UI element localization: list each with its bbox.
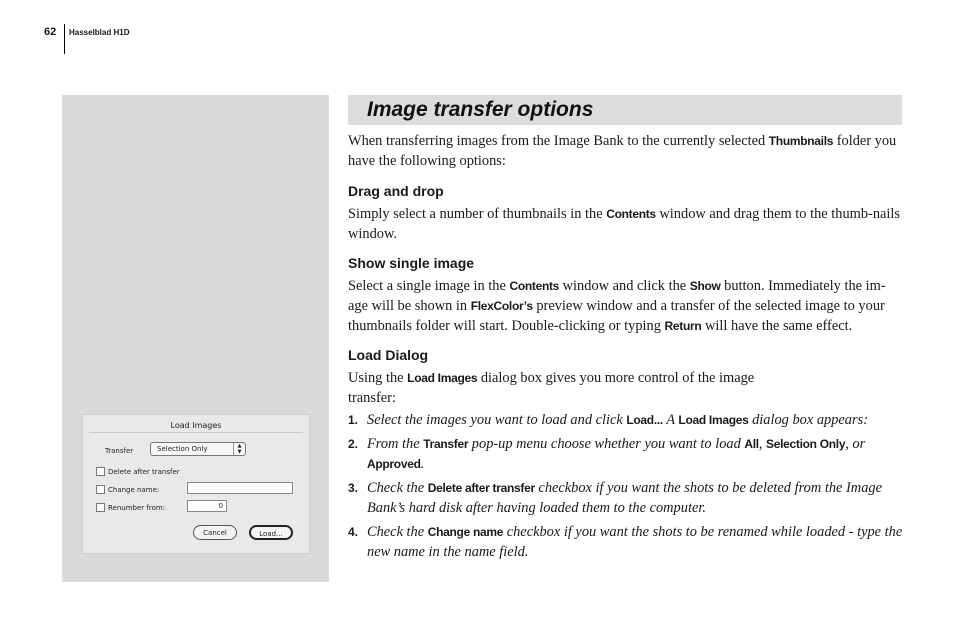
show-single-paragraph: Select a single image in the Contents window and click the Show button. Immediately the im-age will be shown in FlexColor’s preview window and a transfer of the selected image to your thumbnails folder will start. Double-clicking or typing Return will have the same effect.: [348, 278, 886, 334]
delete-after-transfer-row[interactable]: [96, 467, 180, 477]
renumber-field[interactable]: 0: [187, 500, 227, 512]
load-button[interactable]: Load...: [249, 525, 293, 540]
section-title: Image transfer options: [367, 98, 594, 121]
list-item: 3. Check the Delete after transfer checkbox if you want the shots to be deleted from the Image Bank’s hard disk after having loaded them to the computer.: [348, 480, 882, 516]
renumber-label: Renumber from:: [108, 503, 166, 512]
drag-drop-heading: Drag and drop: [348, 183, 444, 199]
cancel-button[interactable]: Cancel: [193, 525, 237, 540]
transfer-popup-value: Selection Only: [157, 445, 208, 453]
load-dialog-heading: Load Dialog: [348, 347, 429, 363]
dialog-divider: [89, 432, 303, 433]
list-item: 2. From the Transfer pop-up menu choose whether you want to load All, Selection Only, or Approved.: [348, 436, 866, 472]
list-item: 4. Check the Change name checkbox if you want the shots to be renamed while loaded - type the new name in the name field.: [348, 524, 903, 560]
renumber-row[interactable]: [96, 503, 165, 513]
page-number: 62: [44, 26, 57, 38]
steps-list: [348, 410, 904, 566]
transfer-popup[interactable]: [150, 442, 246, 456]
change-name-checkbox[interactable]: [96, 485, 105, 494]
transfer-label: Transfer: [105, 447, 134, 455]
show-single-heading: Show single image: [348, 255, 475, 271]
section-title-bar: [348, 95, 902, 125]
product-name: Hasselblad H1D: [69, 28, 130, 37]
change-name-field[interactable]: [187, 482, 293, 494]
intro-paragraph: When transferring images from the Image Bank to the currently selected Thumbnails folder you have the following options:: [348, 133, 897, 169]
change-name-row[interactable]: [96, 485, 159, 495]
popup-arrows-icon: ▲ ▼: [233, 443, 245, 455]
load-images-dialog: [82, 414, 310, 554]
delete-after-transfer-checkbox[interactable]: [96, 467, 105, 476]
load-dialog-paragraph: Using the Load Images dialog box gives you more control of the image transfer:: [348, 370, 755, 406]
dialog-title: Load Images: [170, 421, 222, 430]
list-item: 1. Select the images you want to load and click Load... A Load Images dialog box appears:: [348, 412, 868, 428]
change-name-label: Change name:: [108, 485, 160, 494]
sidebar-panel: [62, 95, 329, 582]
renumber-checkbox[interactable]: [96, 503, 105, 512]
delete-after-transfer-label: Delete after transfer: [108, 467, 180, 476]
header-divider: [64, 24, 65, 54]
drag-drop-paragraph: Simply select a number of thumbnails in the Contents window and drag them to the thumb-nails window.: [348, 206, 901, 242]
